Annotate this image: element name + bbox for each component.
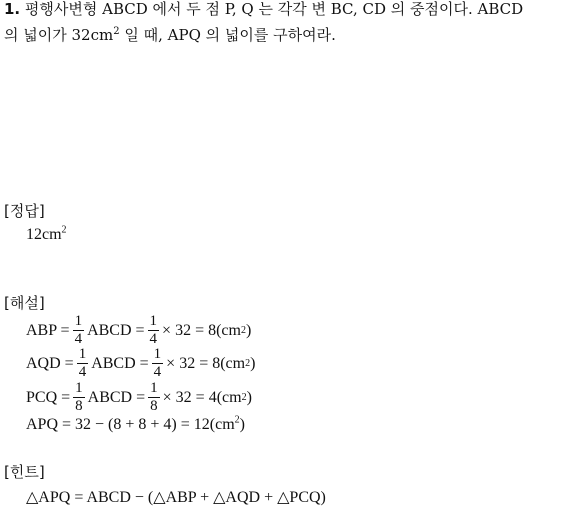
fraction: $\frac{1}{8}$ [75,380,83,414]
hint-formula: △APQ = ABCD − (△ABP + △AQD + △PCQ) [26,489,326,506]
row-mid: ABCD = [87,388,146,406]
question-number: 1. [4,0,21,18]
question-text-2-sup: 2 [113,26,120,37]
row-mid: ABCD = [87,321,145,339]
row-lhs: AQD = [26,354,74,372]
fraction: $\frac{1}{4}$ [78,346,87,380]
row-lhs: PCQ = [26,388,71,406]
solution-row-abp: ABP = $\frac{1}{4}$ ABCD = $\frac{1}{4}$ × 32 = 8(cm 2 ) [26,313,252,347]
solution-row-aqd: AQD = $\frac{1}{4}$ ABCD = $\frac{1}{4}$ × 32 = 8(cm 2 ) [26,346,256,380]
row-lhs: ABP = [26,321,70,339]
fraction: $\frac{1}{4}$ [74,313,83,347]
question-text-2a: 의 넓이가 32cm [4,26,114,44]
fraction: $\frac{1}{4}$ [153,346,162,380]
answer-label: [정답] [4,202,45,220]
row-mid: ABCD = [91,354,149,372]
fraction: $\frac{1}{8}$ [150,380,158,414]
question-line-2 [4,24,336,45]
fraction: $\frac{1}{4}$ [149,313,158,347]
question-text-1: 평행사변형 ABCD 에서 두 점 P, Q 는 각각 변 BC, CD 의 중점이다. ABCD [24,0,524,18]
question-text-2b: 일 때, APQ 의 넓이를 구하여라. [119,26,336,44]
solution-row-apq: APQ = $32 - (8 + 8 + 4) = 12(cm^2)$ [26,414,245,433]
answer-value [26,226,67,244]
row-rhs: × 32 = 8(cm [162,321,241,339]
row-rhs: × 32 = 8(cm [166,354,246,372]
row-rhs: × 32 = 4(cm [162,388,242,406]
answer-text: 12cm [26,226,62,243]
solution-row-pcq: PCQ = $\frac{1}{8}$ ABCD = $\frac{1}{8}$ × 32 = 4(cm 2 ) [26,380,252,414]
solution-label: [해설] [4,294,45,312]
answer-sup: 2 [61,224,67,236]
question-line-1 [4,0,523,19]
hint-label: [힌트] [4,463,45,481]
